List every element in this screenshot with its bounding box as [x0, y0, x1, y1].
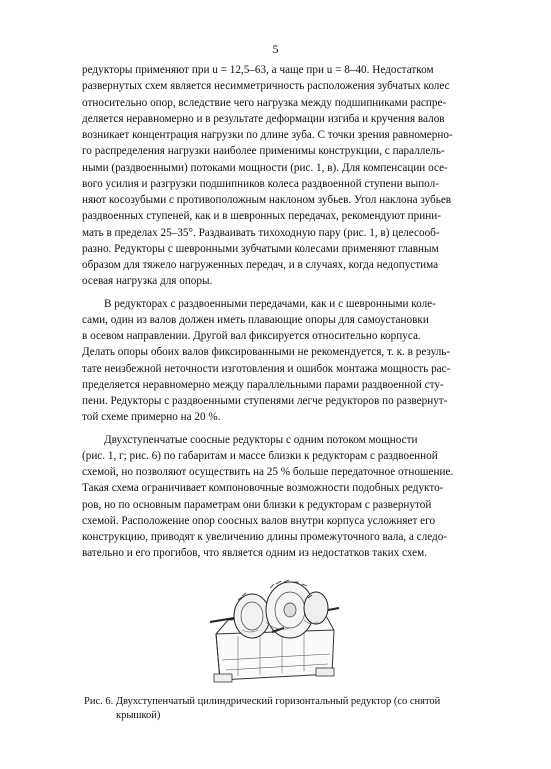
text-line: той схеме примерно на 20 %. [82, 411, 221, 424]
text-line: няют косозубыми с противоположным наклоном зубьев. Угол наклона зубьев [82, 194, 452, 206]
text-line: развернутых схем является несимметричность расположения зубчатых колес [82, 80, 450, 93]
text-line: возникает концентрация нагрузки по длине зуба. С точки зрения равномерно- [82, 129, 453, 141]
text-line: пени. Редукторы с раздвоенными ступенями легче редукторов по развернут- [82, 395, 448, 407]
text-line: осевая нагрузка для опоры. [82, 275, 213, 288]
gearbox-illustration [208, 570, 340, 688]
text-line: тате неизбежной неточности изготовления и ошибок монтажа мощность рас- [82, 362, 451, 375]
figure-caption-line-1: Рис. 6. Двухступенчатый цилиндрический горизонтальный редуктор (со снятой [84, 696, 441, 707]
text-line: вательно и его прогибов, что является одним из недостатков таких схем. [82, 547, 428, 560]
text-line: пределяется неравномерно между параллельными парами раздвоенной сту- [82, 378, 444, 391]
text-line: (рис. 1, г; рис. 6) по габаритам и массе близки к редукторам с раздвоенной [82, 449, 438, 462]
text-line: схемой, но позволяют осуществить на 25 % больше передаточное отношение. [82, 466, 454, 478]
text-line: образом для тяжело нагруженных передач, и в случаях, когда недопустима [82, 259, 439, 271]
figure-caption-line-2: крышкой) [116, 710, 161, 721]
text-line: схемой. Расположение опор соосных валов внутри корпуса усложняет его [82, 514, 436, 527]
page-number: 5 [272, 42, 279, 56]
text-line: редукторы применяют при u = 12,5–63, а чаще при u = 8–40. Недостатком [82, 64, 434, 76]
text-line: Двухступенчатые соосные редукторы с одним потоком мощности [104, 433, 418, 446]
text-line: В редукторах с раздвоенными передачами, как и с шевронными коле- [104, 297, 436, 310]
text-line: разно. Редукторы с шевронными зубчатыми колесами применяют главным [82, 242, 439, 255]
text-line: ными (раздвоенными) потоками мощности (рис. 1, в). Для компенсации осе- [82, 161, 448, 174]
text-line: конструкцию, приводят к увеличению длины промежуточного вала, а следо- [82, 531, 448, 543]
text-line: Такая схема ограничивает компоновочные возможности подобных редукто- [82, 482, 444, 495]
text-line: ров, но по основным параметрам они близки к редукторам с развернутой [82, 498, 432, 511]
text-line: вого усилия и разгрузки подшипников колеса раздвоенной ступени выпол- [82, 177, 439, 190]
text-line: го распределения нагрузки наиболее применимы конструкции, с параллель- [82, 145, 445, 158]
text-line: мать в пределах 25–35°. Раздваивать тихоходную пару (рис. 1, в) целесооб- [82, 226, 440, 239]
text-line: Делать опоры обоих валов фиксированными не рекомендуется, т. к. в резуль- [82, 346, 451, 359]
text-line: сами, один из валов должен иметь плавающие опоры для самоустановки [82, 313, 429, 326]
text-line: относительно опор, вследствие чего нагрузка между подшипниками распре- [82, 96, 447, 109]
text-line: в осевом направлении. Другой вал фиксируется относительно корпуса. [82, 330, 421, 342]
text-line: раздвоенных ступеней, как и в шевронных передачах, рекомендуют прини- [82, 210, 441, 223]
text-line: деляется неравномерно и в результате деформации изгиба и кручения валов [82, 112, 445, 125]
